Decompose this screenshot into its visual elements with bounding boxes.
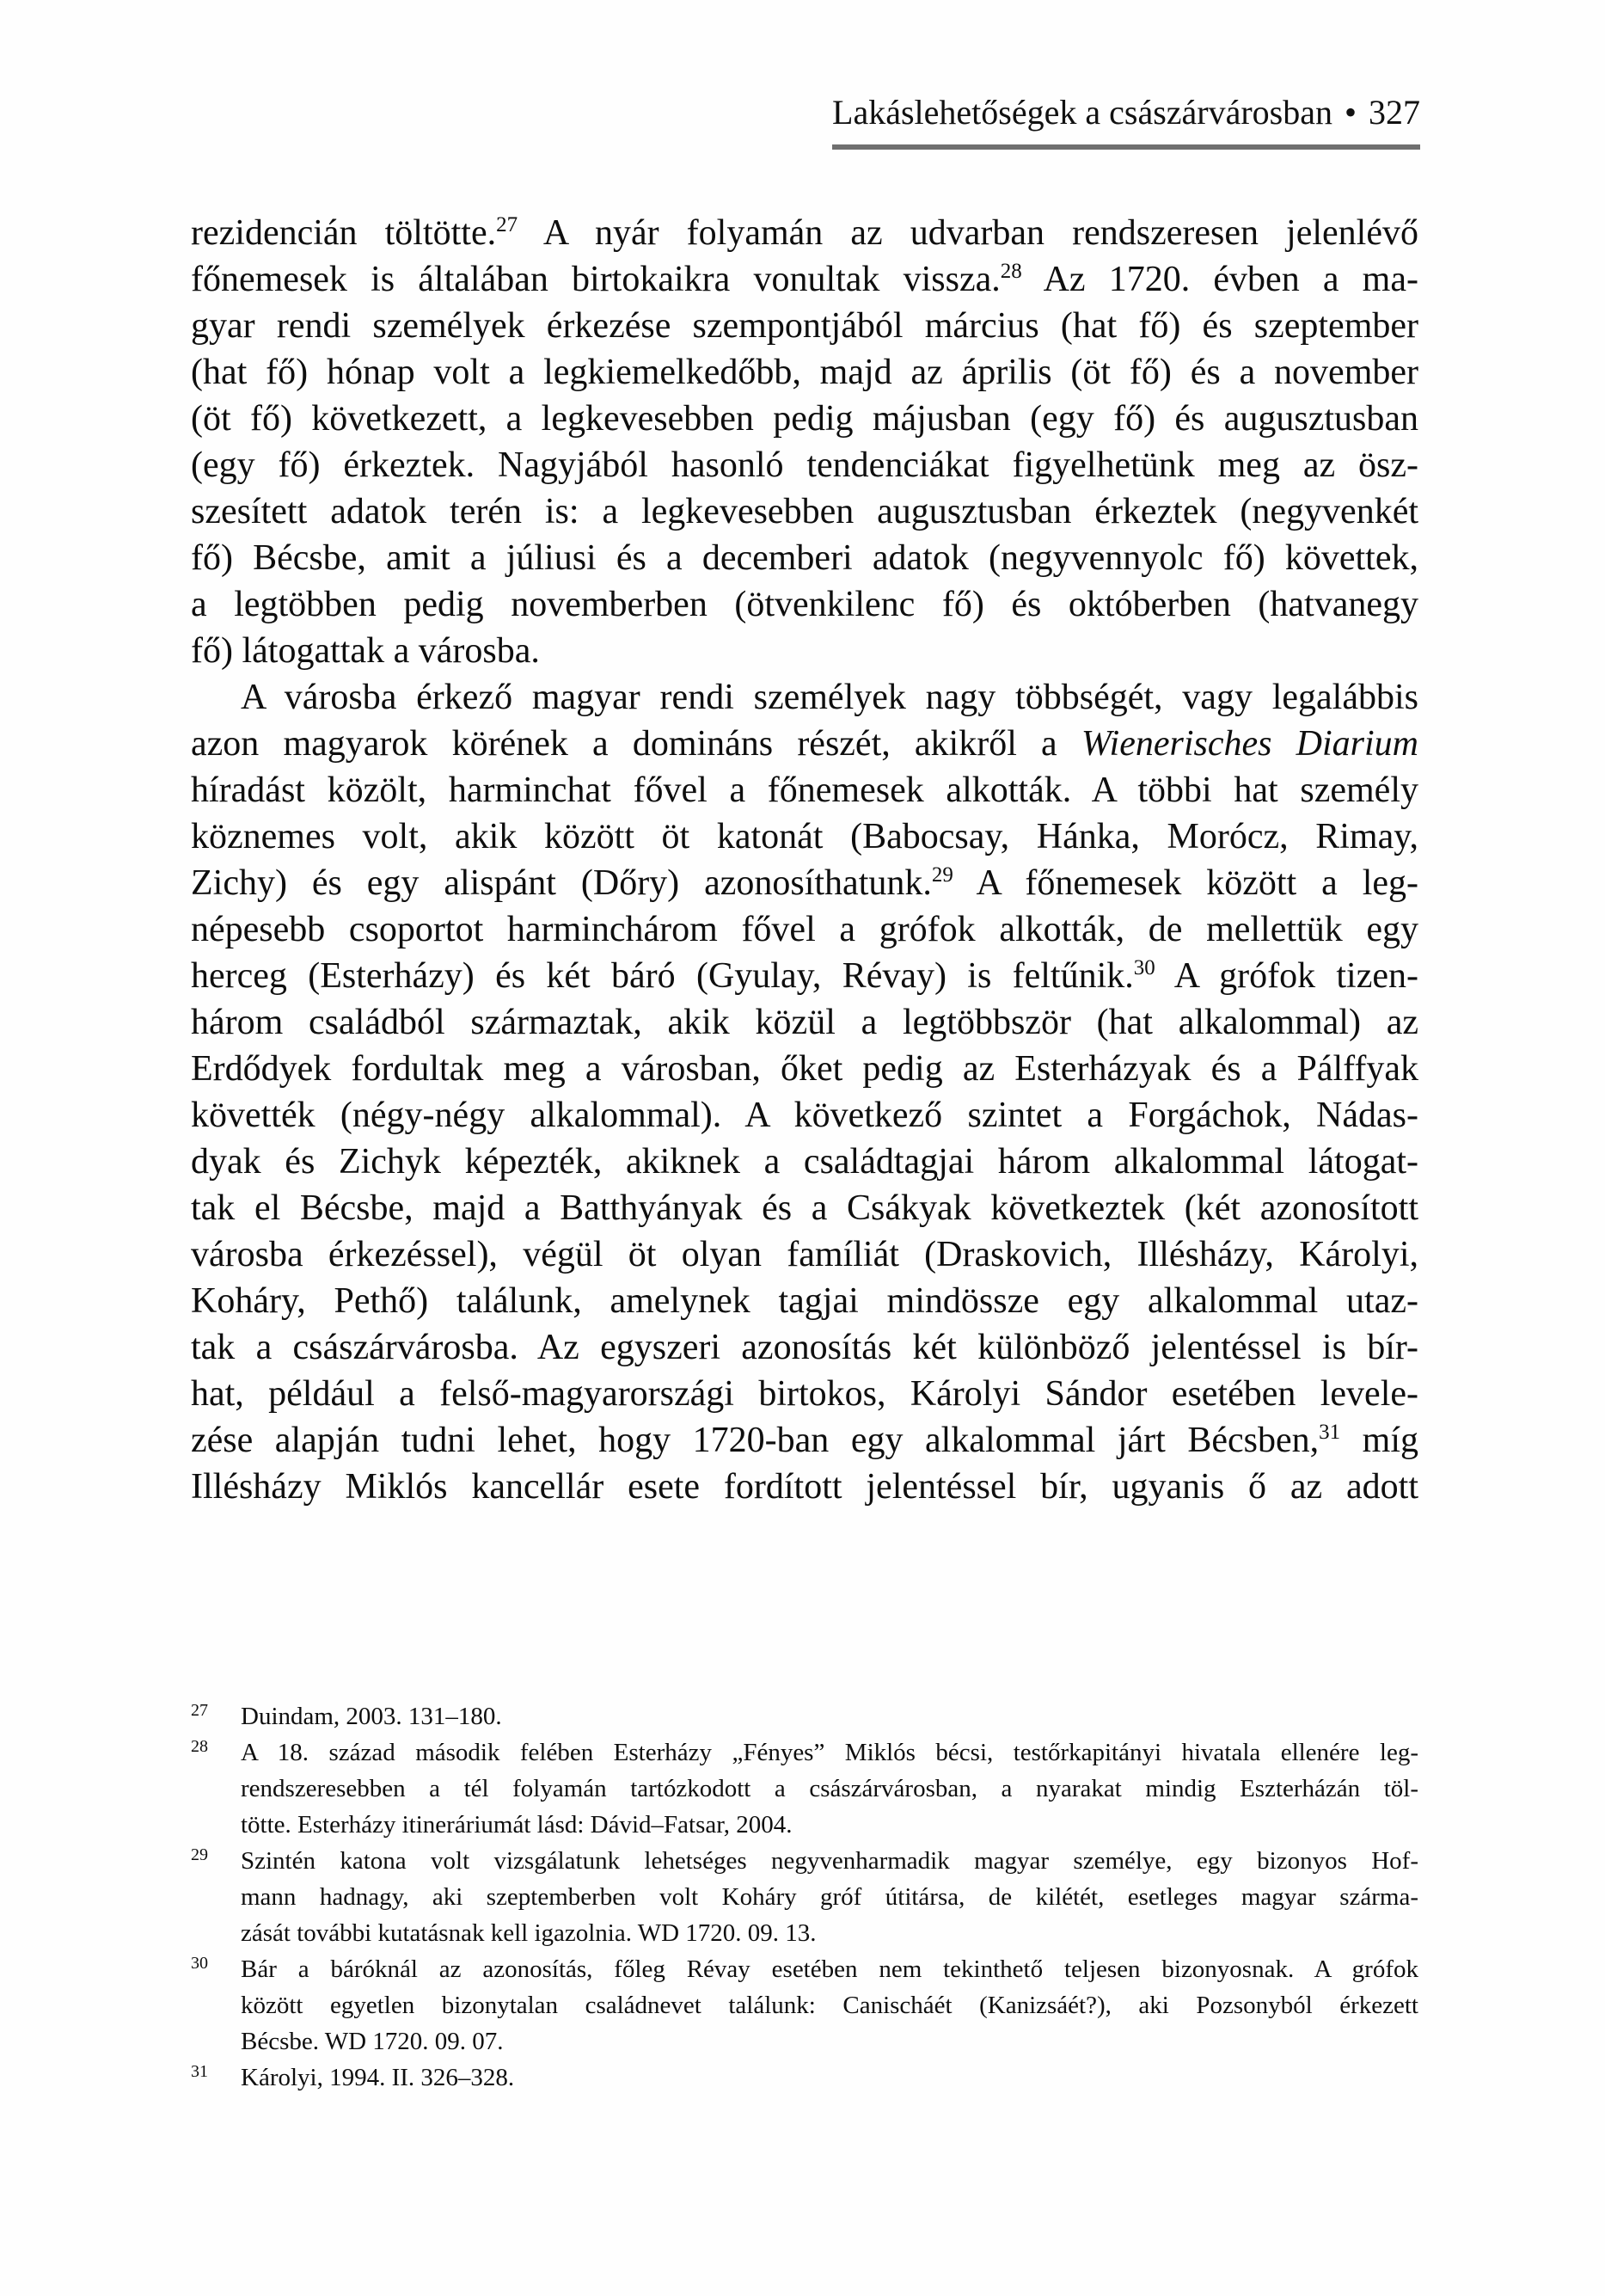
footnote-number: 28 (191, 1737, 208, 1756)
text-segment: hat, például a felső-magyarországi birtokos, Károlyi Sándor esetében levele- (191, 1374, 1418, 1414)
footnotes (191, 1698, 1418, 2096)
text-line (191, 1092, 1418, 1139)
text-segment: köznemes volt, akik között öt katonát (Babocsay, Hánka, Morócz, Rimay, (191, 817, 1418, 856)
footnote-ref: 28 (1000, 260, 1022, 283)
paragraph (191, 210, 1418, 674)
text-line (191, 1324, 1418, 1371)
text-line (191, 488, 1418, 535)
text-line (191, 1278, 1418, 1324)
text-line (191, 1046, 1418, 1092)
text-line (191, 303, 1418, 349)
footnote-item (191, 1734, 1418, 1843)
text-segment: a legtöbben pedig novemberben (ötvenkilenc fő) és októberben (hatvanegy (191, 585, 1418, 624)
text-segment: gyar rendi személyek érkezése szempontjából március (hat fő) és szeptember (191, 306, 1418, 346)
text-line (241, 2023, 1418, 2060)
text-line (241, 1987, 1418, 2023)
text-line (241, 1951, 1418, 1987)
text-segment: míg (1340, 1421, 1419, 1460)
text-segment: Zichy) és egy alispánt (Dőry) azonosíthatunk. (191, 863, 932, 903)
text-segment: Szintén katona volt vizsgálatunk lehetséges negyvenharmadik magyar személye, egy bizonyos Hof- (241, 1847, 1418, 1875)
footnote-text (241, 2060, 1418, 2096)
footnote-item (191, 1698, 1418, 1734)
text-line (241, 1734, 1418, 1771)
text-segment: rezidencián töltötte. (191, 213, 497, 253)
text-segment: főnemesek is általában birtokaikra vonultak vissza. (191, 260, 1001, 299)
text-line (191, 628, 1418, 674)
text-segment: azon magyarok körének a domináns részét, akikről a (191, 724, 1081, 764)
text-line (191, 1185, 1418, 1231)
text-segment: Koháry, Pethő) találunk, amelynek tagjai mindössze egy alkalommal utaz- (191, 1281, 1418, 1321)
text-line (191, 396, 1418, 442)
footnote-item (191, 1843, 1418, 1951)
footnote-text (241, 1843, 1418, 1951)
footnote-number: 31 (191, 2062, 208, 2081)
text-line (191, 1464, 1418, 1510)
footnote-text (241, 1734, 1418, 1843)
text-line (241, 1771, 1418, 1807)
footnote-text (241, 1698, 1418, 1734)
text-line (191, 210, 1418, 256)
footnote-ref: 30 (1133, 956, 1155, 979)
text-segment: dyak és Zichyk képezték, akiknek a családtagjai három alkalommal látogat- (191, 1142, 1418, 1182)
text-line (191, 1371, 1418, 1417)
text-line (241, 1698, 1418, 1734)
footnote-item (191, 1951, 1418, 2060)
text-segment: fő) Bécsbe, amit a júliusi és a decemberi adatok (negyvennyolc fő) követtek, (191, 538, 1418, 578)
footnote-ref: 29 (931, 863, 953, 887)
text-line (241, 1879, 1418, 1915)
text-segment: városba érkezéssel), végül öt olyan famíliát (Draskovich, Illésházy, Károlyi, (191, 1235, 1418, 1274)
text-segment: Erdődyek fordultak meg a városban, őket pedig az Esterházyak és a Pálffyak (191, 1049, 1418, 1089)
text-segment: között egyetlen bizonytalan családnevet találunk: Canischáét (Kanizsáét?), aki Pozsonyból érkezett (241, 1992, 1418, 2019)
text-segment: tak a császárvárosba. Az egyszeri azonosítás két különböző jelentéssel is bír- (191, 1328, 1418, 1367)
text-line (241, 1807, 1418, 1843)
text-segment: A nyár folyamán az udvarban rendszeresen jelenlévő (518, 213, 1418, 253)
text-segment: herceg (Esterházy) és két báró (Gyulay, Révay) is feltűnik. (191, 956, 1134, 996)
text-line (191, 767, 1418, 813)
running-header-text (832, 93, 1420, 132)
text-segment: A városba érkező magyar rendi személyek nagy többségét, vagy legalábbis (241, 678, 1418, 717)
footnote-ref: 27 (496, 213, 518, 236)
text-segment: zását további kutatásnak kell igazolnia. WD 1720. 09. 13. (241, 1919, 817, 1947)
text-line (191, 581, 1418, 628)
text-segment: (öt fő) következett, a legkevesebben pedig májusban (egy fő) és augusztusban (191, 399, 1418, 439)
text-segment: Duindam, 2003. 131–180. (241, 1703, 502, 1730)
italic-text: Wienerisches Diarium (1081, 724, 1418, 764)
footnote-item (191, 2060, 1418, 2096)
text-segment: Bár a báróknál az azonosítás, főleg Révay esetében nem tekinthető teljesen bizonyosnak. A grófok (241, 1955, 1418, 1983)
text-line (241, 1843, 1418, 1879)
text-line (191, 256, 1418, 303)
header-page-number: 327 (1369, 93, 1420, 132)
text-line (191, 349, 1418, 396)
text-segment: tak el Bécsbe, majd a Batthyányak és a Csákyak következtek (két azonosított (191, 1188, 1418, 1228)
text-line (191, 1139, 1418, 1185)
text-segment: fő) látogattak a városba. (191, 631, 540, 671)
text-line (191, 953, 1418, 999)
text-segment: (hat fő) hónap volt a legkiemelkedőbb, majd az április (öt fő) és a november (191, 353, 1418, 392)
text-segment: Bécsbe. WD 1720. 09. 07. (241, 2028, 504, 2055)
text-segment: zése alapján tudni lehet, hogy 1720-ban egy alkalommal járt Bécsben, (191, 1421, 1320, 1460)
text-segment: tötte. Esterházy itineráriumát lásd: Dávid–Fatsar, 2004. (241, 1811, 793, 1839)
body-text (191, 210, 1418, 1510)
text-line (191, 674, 1418, 721)
text-segment: Illésházy Miklós kancellár esete fordított jelentéssel bír, ugyanis ő az adott (191, 1467, 1418, 1507)
footnote-number: 30 (191, 1954, 208, 1973)
text-segment: A 18. század második felében Esterházy „Fényes” Miklós bécsi, testőrkapitányi hivatala ellenére leg- (241, 1739, 1418, 1766)
text-line (191, 999, 1418, 1046)
text-line (191, 721, 1418, 767)
text-line (191, 906, 1418, 953)
text-segment: A főnemesek között a leg- (953, 863, 1419, 903)
text-segment: népesebb csoportot harminchárom fővel a grófok alkották, de mellettük egy (191, 910, 1418, 949)
footnote-text (241, 1951, 1418, 2060)
text-segment: követték (négy-négy alkalommal). A következő szintet a Forgáchok, Nádas- (191, 1096, 1418, 1135)
header-rule (832, 144, 1420, 150)
text-line (191, 535, 1418, 581)
text-line (241, 1915, 1418, 1951)
text-segment: A grófok tizen- (1155, 956, 1418, 996)
paragraph (191, 674, 1418, 1510)
text-segment: Az 1720. évben a ma- (1021, 260, 1418, 299)
text-segment: Károlyi, 1994. II. 326–328. (241, 2064, 515, 2091)
text-segment: három családból származtak, akik közül a legtöbbször (hat alkalommal) az (191, 1003, 1418, 1042)
footnote-number: 29 (191, 1845, 208, 1864)
text-segment: (egy fő) érkeztek. Nagyjából hasonló tendenciákat figyelhetünk meg az ösz- (191, 445, 1418, 485)
running-header (832, 93, 1420, 150)
text-segment: szesített adatok terén is: a legkevesebben augusztusban érkeztek (negyvenkét (191, 492, 1418, 531)
text-segment: híradást közölt, harminchat fővel a főnemesek alkották. A többi hat személy (191, 770, 1418, 810)
footnote-ref: 31 (1319, 1421, 1341, 1444)
text-segment: rendszeresebben a tél folyamán tartózkodott a császárvárosban, a nyarakat mindig Eszterházán töl- (241, 1775, 1418, 1802)
text-line (191, 860, 1418, 906)
text-line (191, 1231, 1418, 1278)
text-line (241, 2060, 1418, 2096)
text-line (191, 1417, 1418, 1464)
header-separator-dot: • (1344, 93, 1357, 132)
running-header-title: Lakáslehetőségek a császárvárosban (832, 93, 1332, 132)
text-segment: mann hadnagy, aki szeptemberben volt Koháry gróf útitársa, de kilétét, esetleges magyar szárma- (241, 1883, 1418, 1911)
text-line (191, 813, 1418, 860)
text-line (191, 442, 1418, 488)
footnote-number: 27 (191, 1701, 208, 1720)
